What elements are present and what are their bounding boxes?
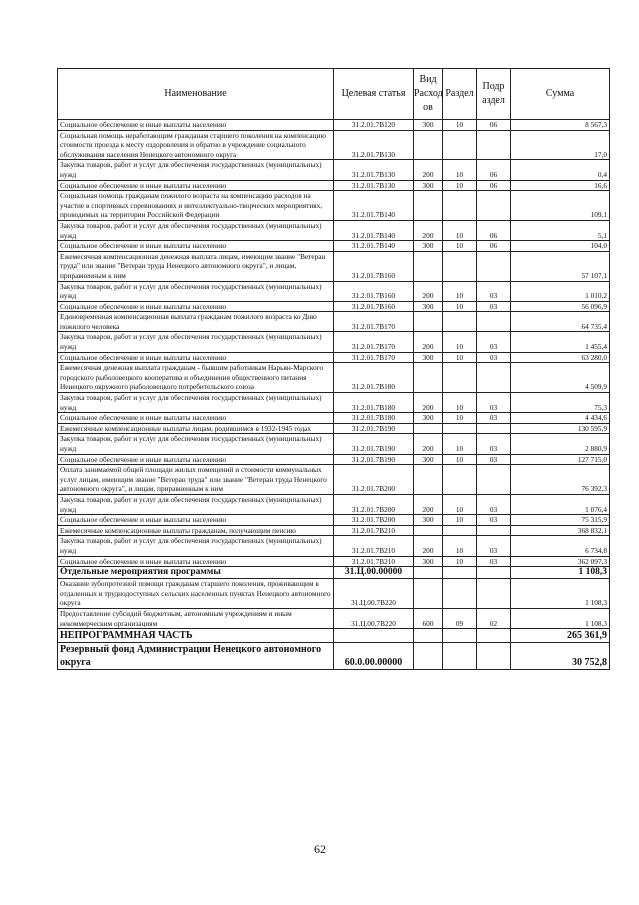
cell-razdel: 10: [443, 454, 477, 465]
cell-podrazdel: 03: [477, 332, 511, 352]
cell-code: 31.2.01.7В180: [334, 393, 414, 413]
cell-podrazdel: [477, 525, 511, 536]
cell-sum: 8 567,3: [511, 120, 610, 131]
cell-sum: 0,4: [511, 160, 610, 180]
cell-sum: 30 752,8: [511, 643, 610, 670]
cell-code: 31.2.01.7В200: [334, 465, 414, 495]
table-row: [58, 241, 610, 252]
cell-sum: 76 392,3: [511, 465, 610, 495]
cell-razdel: [443, 130, 477, 160]
cell-vid: 300: [414, 413, 443, 424]
table-row: [58, 465, 610, 495]
cell-sum: 63 280,0: [511, 352, 610, 363]
table-row: [58, 281, 610, 301]
table-row: [58, 413, 610, 424]
cell-razdel: 09: [443, 608, 477, 628]
table-row: [58, 251, 610, 281]
cell-name: Закупка товаров, работ и услуг для обеспечения государственных (муниципальных) нужд: [58, 220, 334, 240]
cell-podrazdel: 06: [477, 120, 511, 131]
cell-vid: [414, 465, 443, 495]
cell-sum: 265 361,9: [511, 629, 610, 643]
cell-sum: 127 715,0: [511, 454, 610, 465]
cell-sum: 104,0: [511, 241, 610, 252]
cell-name: Единовременная компенсационная выплата гражданам пожилого возраста ко Дню пожилого человека: [58, 312, 334, 332]
cell-vid: 300: [414, 556, 443, 567]
cell-razdel: [443, 525, 477, 536]
table-row: [58, 608, 610, 628]
cell-sum: 57 107,1: [511, 251, 610, 281]
cell-razdel: 10: [443, 413, 477, 424]
cell-razdel: 10: [443, 352, 477, 363]
cell-code: 31.2.01.7В190: [334, 434, 414, 454]
table-row: [58, 515, 610, 526]
cell-sum: 2 880,9: [511, 434, 610, 454]
cell-vid: [414, 525, 443, 536]
table-row: [58, 191, 610, 221]
cell-vid: 200: [414, 332, 443, 352]
cell-razdel: [443, 579, 477, 609]
table-row: [58, 423, 610, 434]
table-row: [58, 352, 610, 363]
cell-sum: 1 108,3: [511, 567, 610, 579]
cell-code: 31.2.01.7В190: [334, 423, 414, 434]
table-body: [58, 120, 610, 670]
cell-podrazdel: [477, 643, 511, 670]
cell-vid: [414, 567, 443, 579]
cell-code: 31.Ц.00.7В220: [334, 608, 414, 628]
cell-vid: [414, 363, 443, 393]
cell-code: 60.0.00.00000: [334, 643, 414, 670]
cell-razdel: 10: [443, 241, 477, 252]
cell-code: 31.2.01.7В130: [334, 180, 414, 191]
cell-name: Социальное обеспечение и иные выплаты населению: [58, 120, 334, 131]
cell-code: 31.2.01.7В180: [334, 363, 414, 393]
cell-code: 31.2.01.7В170: [334, 332, 414, 352]
cell-sum: 64 735,4: [511, 312, 610, 332]
header-vid: Вид Расход ов: [414, 69, 443, 120]
cell-podrazdel: 03: [477, 556, 511, 567]
cell-code: 31.2.01.7В170: [334, 312, 414, 332]
cell-name: Закупка товаров, работ и услуг для обеспечения государственных (муниципальных) нужд: [58, 536, 334, 556]
cell-razdel: 10: [443, 393, 477, 413]
cell-podrazdel: [477, 567, 511, 579]
cell-sum: 109,1: [511, 191, 610, 221]
cell-podrazdel: 03: [477, 536, 511, 556]
cell-code: 31.2.01.7В140: [334, 220, 414, 240]
cell-vid: 300: [414, 241, 443, 252]
table-row: [58, 363, 610, 393]
cell-code: 31.2.01.7В200: [334, 494, 414, 514]
cell-code: 31.Ц.00.7В220: [334, 579, 414, 609]
table-header: [58, 69, 610, 120]
cell-name: Закупка товаров, работ и услуг для обеспечения государственных (муниципальных) нужд: [58, 160, 334, 180]
cell-code: 31.2.01.7В170: [334, 352, 414, 363]
cell-code: 31.2.01.7В210: [334, 536, 414, 556]
table-row: [58, 160, 610, 180]
cell-sum: 1 108,3: [511, 579, 610, 609]
cell-vid: 300: [414, 515, 443, 526]
cell-podrazdel: [477, 465, 511, 495]
cell-razdel: 10: [443, 556, 477, 567]
table-row: [58, 643, 610, 670]
cell-code: 31.2.01.7В210: [334, 556, 414, 567]
table-row: [58, 130, 610, 160]
cell-code: 31.Ц.00.00000: [334, 567, 414, 579]
cell-razdel: 10: [443, 301, 477, 312]
cell-vid: [414, 251, 443, 281]
cell-code: [334, 629, 414, 643]
cell-sum: 1 076,4: [511, 494, 610, 514]
table-row: [58, 536, 610, 556]
cell-name: Социальная помощь неработающим гражданам старшего поколения на компенсацию стоимости проезда к месту оздоровления и обратно в учреждение социального обслуживания населения Ненецкого автономного округа: [58, 130, 334, 160]
cell-vid: 300: [414, 301, 443, 312]
cell-code: 31.2.01.7В160: [334, 251, 414, 281]
cell-vid: 300: [414, 352, 443, 363]
cell-name: Резервный фонд Администрации Ненецкого автономного округа: [58, 643, 334, 670]
cell-sum: 4 434,6: [511, 413, 610, 424]
cell-razdel: 10: [443, 536, 477, 556]
cell-sum: 130 595,9: [511, 423, 610, 434]
cell-razdel: [443, 643, 477, 670]
cell-name: Социальная помощь гражданам пожилого возраста на компенсацию расходов на участие в спортивных соревнованиях и интеллектуально-творческих мероприятиях, проводимых на территории Российской Федерации: [58, 191, 334, 221]
cell-podrazdel: [477, 579, 511, 609]
cell-razdel: [443, 423, 477, 434]
cell-name: Отдельные мероприятия программы: [58, 567, 334, 579]
cell-sum: 56 096,9: [511, 301, 610, 312]
cell-podrazdel: 06: [477, 160, 511, 180]
cell-name: Оплата занимаемой общей площади жилых помещений и стоимости коммунальных услуг лицам, имеющим звание "Ветеран труда" или звание "Ветеран труда Ненецкого автономного округа", и лицам, приравненным к ним: [58, 465, 334, 495]
cell-podrazdel: 03: [477, 352, 511, 363]
cell-podrazdel: 03: [477, 494, 511, 514]
cell-code: 31.2.01.7В180: [334, 413, 414, 424]
table-row: [58, 494, 610, 514]
cell-sum: 75 315,9: [511, 515, 610, 526]
cell-podrazdel: 03: [477, 393, 511, 413]
cell-name: Социальное обеспечение и иные выплаты населению: [58, 180, 334, 191]
cell-name: Социальное обеспечение и иные выплаты населению: [58, 515, 334, 526]
cell-vid: [414, 191, 443, 221]
cell-code: 31.2.01.7В190: [334, 454, 414, 465]
table-row: [58, 332, 610, 352]
cell-podrazdel: 03: [477, 413, 511, 424]
cell-vid: [414, 423, 443, 434]
cell-vid: 200: [414, 281, 443, 301]
cell-razdel: 10: [443, 120, 477, 131]
table-row: [58, 220, 610, 240]
cell-code: 31.2.01.7В200: [334, 515, 414, 526]
cell-name: Закупка товаров, работ и услуг для обеспечения государственных (муниципальных) нужд: [58, 434, 334, 454]
cell-vid: 200: [414, 393, 443, 413]
table-row: [58, 454, 610, 465]
cell-code: 31.2.01.7В160: [334, 281, 414, 301]
cell-name: Социальное обеспечение и иные выплаты населению: [58, 352, 334, 363]
cell-razdel: 10: [443, 160, 477, 180]
cell-vid: [414, 130, 443, 160]
cell-sum: 4 509,9: [511, 363, 610, 393]
table-row: [58, 525, 610, 536]
cell-razdel: 10: [443, 494, 477, 514]
cell-code: 31.2.01.7В160: [334, 301, 414, 312]
header-code: Целевая статья: [334, 69, 414, 120]
cell-name: Социальное обеспечение и иные выплаты населению: [58, 556, 334, 567]
cell-vid: 200: [414, 160, 443, 180]
cell-vid: 200: [414, 494, 443, 514]
cell-sum: 368 832,1: [511, 525, 610, 536]
table-row: [58, 434, 610, 454]
table-row: [58, 393, 610, 413]
cell-sum: 362 097,3: [511, 556, 610, 567]
cell-name: Социальное обеспечение и иные выплаты населению: [58, 241, 334, 252]
header-sum: Сумма: [511, 69, 610, 120]
cell-podrazdel: [477, 363, 511, 393]
cell-podrazdel: 06: [477, 241, 511, 252]
cell-podrazdel: [477, 191, 511, 221]
cell-razdel: [443, 312, 477, 332]
cell-code: 31.2.01.7В210: [334, 525, 414, 536]
cell-vid: [414, 312, 443, 332]
cell-podrazdel: [477, 251, 511, 281]
cell-name: Ежемесячные компенсационные выплаты лицам, родившимся в 1932-1945 годах: [58, 423, 334, 434]
cell-podrazdel: 03: [477, 515, 511, 526]
cell-name: Закупка товаров, работ и услуг для обеспечения государственных (муниципальных) нужд: [58, 281, 334, 301]
table-row: [58, 567, 610, 579]
cell-razdel: 10: [443, 434, 477, 454]
cell-code: 31.2.01.7В140: [334, 241, 414, 252]
cell-name: Закупка товаров, работ и услуг для обеспечения государственных (муниципальных) нужд: [58, 494, 334, 514]
cell-razdel: 10: [443, 220, 477, 240]
table-row: [58, 312, 610, 332]
cell-podrazdel: [477, 629, 511, 643]
cell-sum: 17,0: [511, 130, 610, 160]
cell-podrazdel: [477, 130, 511, 160]
cell-vid: 200: [414, 220, 443, 240]
page-number: 62: [314, 842, 326, 856]
cell-sum: 1 010,2: [511, 281, 610, 301]
cell-razdel: [443, 567, 477, 579]
cell-name: Социальное обеспечение и иные выплаты населению: [58, 454, 334, 465]
cell-podrazdel: 03: [477, 301, 511, 312]
cell-razdel: 10: [443, 180, 477, 191]
cell-vid: [414, 643, 443, 670]
cell-vid: 300: [414, 454, 443, 465]
cell-code: 31.2.01.7В130: [334, 130, 414, 160]
cell-name: Предоставление субсидий бюджетным, автономным учреждениям и иным некоммерческим организациям: [58, 608, 334, 628]
table-row: [58, 120, 610, 131]
cell-sum: 16,6: [511, 180, 610, 191]
cell-name: Социальное обеспечение и иные выплаты населению: [58, 413, 334, 424]
cell-podrazdel: 02: [477, 608, 511, 628]
header-name: Наименование: [58, 69, 334, 120]
cell-vid: 600: [414, 608, 443, 628]
cell-razdel: [443, 251, 477, 281]
cell-razdel: [443, 191, 477, 221]
cell-vid: 200: [414, 434, 443, 454]
cell-vid: [414, 579, 443, 609]
cell-razdel: [443, 465, 477, 495]
cell-podrazdel: 06: [477, 180, 511, 191]
budget-table: [57, 68, 610, 670]
cell-vid: 300: [414, 180, 443, 191]
cell-razdel: 10: [443, 515, 477, 526]
cell-podrazdel: 06: [477, 220, 511, 240]
cell-razdel: 10: [443, 332, 477, 352]
table-row: [58, 629, 610, 643]
cell-sum: 1 108,3: [511, 608, 610, 628]
cell-sum: 1 455,4: [511, 332, 610, 352]
cell-name: НЕПРОГРАММНАЯ ЧАСТЬ: [58, 629, 334, 643]
cell-sum: 75,3: [511, 393, 610, 413]
cell-podrazdel: [477, 423, 511, 434]
cell-podrazdel: 03: [477, 281, 511, 301]
cell-code: 31.2.01.7В130: [334, 160, 414, 180]
table-row: [58, 556, 610, 567]
header-podrazdel: Подр аздел: [477, 69, 511, 120]
cell-sum: 5,1: [511, 220, 610, 240]
cell-code: 31.2.01.7В140: [334, 191, 414, 221]
cell-vid: 200: [414, 536, 443, 556]
cell-name: Ежемесячная компенсационная денежная выплата лицам, имеющим звание "Ветеран труда" или звание "Ветеран труда Ненецкого автономного округа", и лицам, приравненным к ним: [58, 251, 334, 281]
cell-razdel: [443, 629, 477, 643]
table-row: [58, 301, 610, 312]
header-razdel: Раздел: [443, 69, 477, 120]
cell-podrazdel: 03: [477, 434, 511, 454]
cell-razdel: 10: [443, 281, 477, 301]
cell-name: Оказание зубопротезной помощи гражданам старшего поколения, проживающим в отдаленных и труднодоступных сельских населенных пунктах Ненецкого автономного округа: [58, 579, 334, 609]
cell-name: Ежемесячная денежная выплата гражданам - бывшим работникам Нарьян-Марского городского рыболовецкого кооператива и объединения общественного питания Ненецкого окружного рыболовецкого потребительского союза: [58, 363, 334, 393]
table-row: [58, 180, 610, 191]
cell-podrazdel: [477, 312, 511, 332]
cell-sum: 6 734,8: [511, 536, 610, 556]
cell-code: 31.2.01.7В120: [334, 120, 414, 131]
cell-name: Закупка товаров, работ и услуг для обеспечения государственных (муниципальных) нужд: [58, 393, 334, 413]
cell-name: Закупка товаров, работ и услуг для обеспечения государственных (муниципальных) нужд: [58, 332, 334, 352]
cell-name: Социальное обеспечение и иные выплаты населению: [58, 301, 334, 312]
table-row: [58, 579, 610, 609]
cell-vid: 300: [414, 120, 443, 131]
cell-razdel: [443, 363, 477, 393]
cell-podrazdel: 03: [477, 454, 511, 465]
cell-name: Ежемесячные компенсационные выплаты гражданам, получающим пенсию: [58, 525, 334, 536]
cell-vid: [414, 629, 443, 643]
